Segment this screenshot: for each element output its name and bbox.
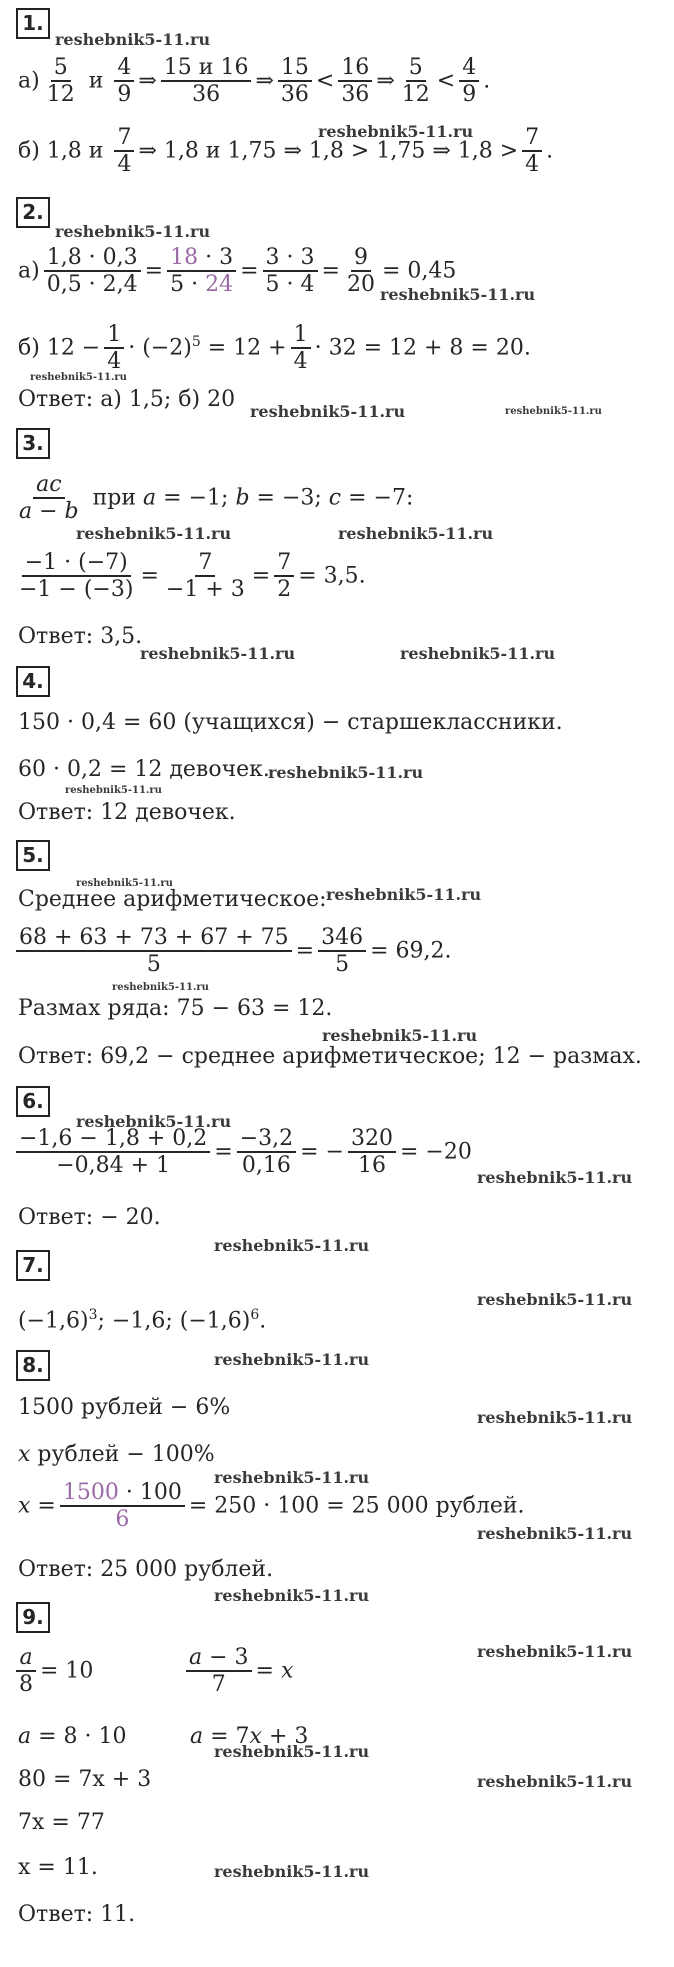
watermark: reshebnik5-11.ru [55,30,211,49]
watermark: reshebnik5-11.ru [76,878,173,889]
watermark: reshebnik5-11.ru [76,1112,232,1131]
watermark: reshebnik5-11.ru [326,885,482,904]
task3-calc: $\frac{-1 \cdot (-7)}{-1 - (-3)}$ = $\frac{7}{-1 + 3}$ = $\frac{7}{2}$ = 3,5. [19,550,366,603]
task4-line-2: 60 · 0,2 = 12 девочек. [18,757,270,782]
watermark: reshebnik5-11.ru [76,524,232,543]
watermark: reshebnik5-11.ru [477,1642,633,1661]
task6-calc: $\frac{-1,6 - 1,8 + 0,2}{-0,84 + 1}$ = $\frac{-3,2}{0,16}$ = − $\frac{320}{16}$ = −20 [18,1126,472,1179]
watermark: reshebnik5-11.ru [318,122,474,141]
task-number-6: 6. [16,1086,50,1117]
task9-line-5: x = 11. [18,1855,98,1880]
watermark: reshebnik5-11.ru [30,372,127,383]
task-number-9: 9. [16,1602,50,1633]
watermark: reshebnik5-11.ru [477,1290,633,1309]
task9-line-4: 7x = 77 [18,1810,105,1835]
watermark: reshebnik5-11.ru [505,406,602,417]
task4-answer: Ответ: 12 девочек. [18,800,236,825]
task-number-3: 3. [16,428,50,459]
watermark: reshebnik5-11.ru [477,1168,633,1187]
task8-line-2: x рублей − 100% [18,1442,215,1467]
task9-line-1-right: $\frac{a - 3}{7}$ = x [186,1645,293,1698]
task3-condition: $\frac{ac}{a - b}$ при a = −1; b = −3; c = −7: [19,472,414,525]
watermark: reshebnik5-11.ru [380,285,536,304]
task7-line: $(-1,6)^3$; −1,6; $(-1,6)^6$. [18,1307,267,1334]
task8-line-1: 1500 рублей − 6% [18,1395,231,1420]
watermark: reshebnik5-11.ru [322,1026,478,1045]
task9-line-1-left: $\frac{a}{8}$ = 10 [18,1645,93,1698]
task5-line-3: Размах ряда: 75 − 63 = 12. [18,996,333,1021]
watermark: reshebnik5-11.ru [65,785,162,796]
task5-line-1: Среднее арифметическое: [18,887,327,912]
watermark: reshebnik5-11.ru [214,1742,370,1761]
watermark: reshebnik5-11.ru [400,644,556,663]
task9-answer: Ответ: 11. [18,1902,136,1927]
task8-answer: Ответ: 25 000 рублей. [18,1557,274,1582]
watermark: reshebnik5-11.ru [214,1350,370,1369]
task3-answer: Ответ: 3,5. [18,624,143,649]
task9-line-2-right: a = 7x + 3 [190,1724,309,1749]
task-number-4: 4. [16,666,50,697]
watermark: reshebnik5-11.ru [338,524,494,543]
task5-answer: Ответ: 69,2 − среднее арифметическое; 12 − размах. [18,1044,642,1069]
watermark: reshebnik5-11.ru [477,1772,633,1791]
task6-answer: Ответ: − 20. [18,1205,161,1230]
watermark: reshebnik5-11.ru [477,1408,633,1427]
watermark: reshebnik5-11.ru [477,1524,633,1543]
watermark: reshebnik5-11.ru [268,763,424,782]
task2-answer: Ответ: а) 1,5; б) 20 [18,387,236,412]
task-number-8: 8. [16,1350,50,1381]
task1-line-a: а) $\frac{5}{12}$ и $\frac{4}{9}$ ⇒ $\frac{15 и 16}{36}$ ⇒ $\frac{15}{36}$ < $\frac{16}{36}$ ⇒ $\frac{5}{12}$ < $\frac{4}{9}$ . [18,55,491,108]
task-number-5: 5. [16,840,50,871]
task-number-1: 1. [16,8,50,39]
task-number-7: 7. [16,1250,50,1281]
task5-line-2: $\frac{68 + 63 + 73 + 67 + 75}{5}$ = $\frac{346}{5}$ = 69,2. [18,925,452,978]
watermark: reshebnik5-11.ru [214,1236,370,1255]
task-number-2: 2. [16,197,50,228]
watermark: reshebnik5-11.ru [214,1586,370,1605]
task8-calc: x = $\frac{1500 \cdot 100}{6}$ = 250 · 100 = 25 000 рублей. [18,1480,525,1533]
watermark: reshebnik5-11.ru [214,1468,370,1487]
watermark: reshebnik5-11.ru [250,402,406,421]
task9-line-3: 80 = 7x + 3 [18,1767,152,1792]
task9-line-2-left: a = 8 · 10 [18,1724,127,1749]
watermark: reshebnik5-11.ru [214,1862,370,1881]
watermark: reshebnik5-11.ru [55,222,211,241]
watermark: reshebnik5-11.ru [112,982,209,993]
task4-line-1: 150 · 0,4 = 60 (учащихся) − старшеклассники. [18,710,563,735]
task2-line-a: а) $\frac{1,8 \cdot 0,3}{0,5 \cdot 2,4}$ = $\frac{18 \cdot 3}{5 \cdot 24}$ = $\frac{3 \cdot 3}{5 \cdot 4}$ = $\frac{9}{20}$ = 0,45 [18,245,457,298]
task2-line-b: б) 12 − $\frac{1}{4}$ · $(-2)^5 = 12$ + $\frac{1}{4}$ · 32 = 12 + 8 = 20. [18,322,531,375]
task1-line-b: б) 1,8 и $\frac{7}{4}$ ⇒ 1,8 и 1,75 ⇒ 1,8 > 1,75 ⇒ 1,8 > $\frac{7}{4}$ . [18,125,554,178]
watermark: reshebnik5-11.ru [140,644,296,663]
